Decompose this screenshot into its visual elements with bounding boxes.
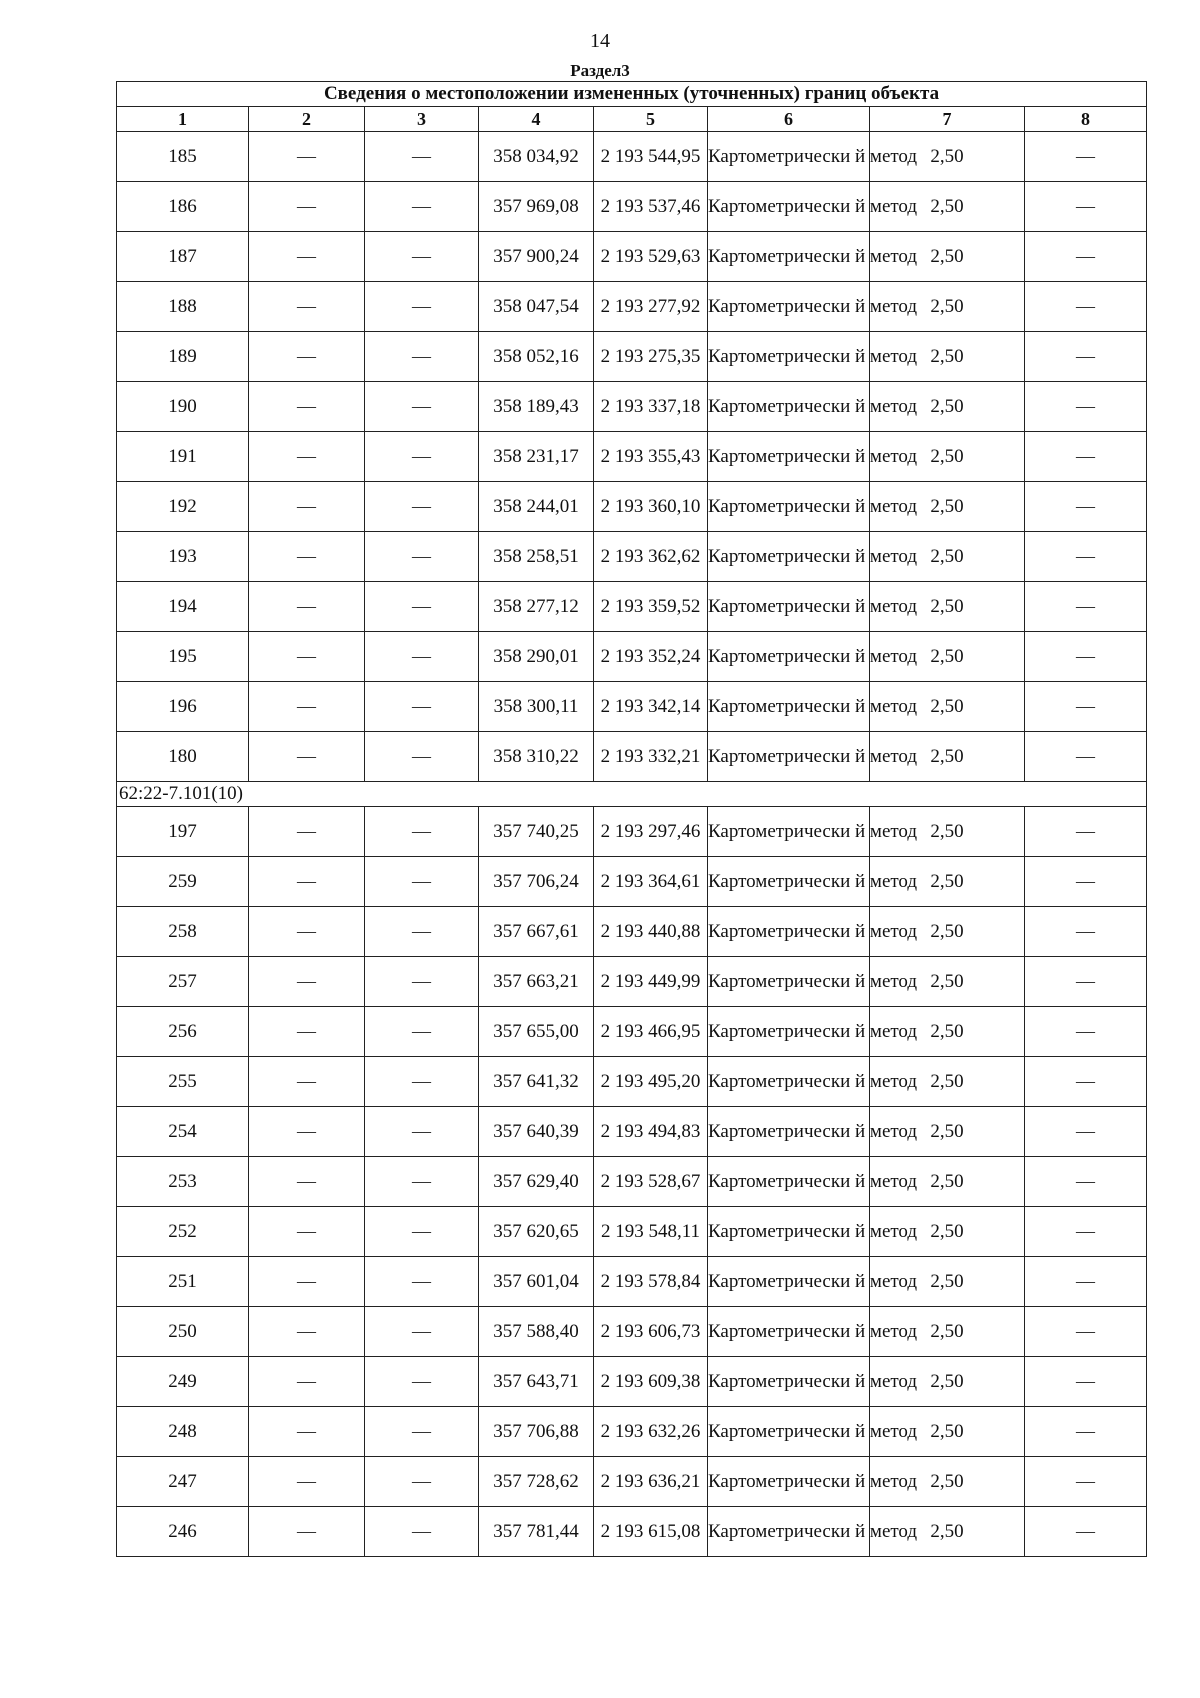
column-8-cell: — — [1025, 807, 1147, 857]
y-coordinate-cell: 2 193 529,63 — [594, 232, 708, 282]
point-number-cell: 253 — [117, 1157, 249, 1207]
accuracy-cell: 2,50 — [870, 382, 1025, 432]
accuracy-cell: 2,50 — [870, 1407, 1025, 1457]
column-8-cell: — — [1025, 682, 1147, 732]
page-number: 14 — [590, 30, 610, 52]
y-coordinate-cell: 2 193 362,62 — [594, 532, 708, 582]
y-coordinate-cell: 2 193 332,21 — [594, 732, 708, 782]
column-number-6: 6 — [708, 107, 870, 132]
x-coordinate-cell: 357 706,24 — [479, 857, 594, 907]
column-number-8: 8 — [1025, 107, 1147, 132]
point-number-cell: 193 — [117, 532, 249, 582]
method-cell: Картометрически й метод — [708, 907, 870, 957]
y-coordinate-cell: 2 193 277,92 — [594, 282, 708, 332]
point-number-cell: 185 — [117, 132, 249, 182]
group-label-row — [117, 782, 1147, 807]
accuracy-cell: 2,50 — [870, 1057, 1025, 1107]
column-8-cell: — — [1025, 532, 1147, 582]
method-cell: Картометрически й метод — [708, 1107, 870, 1157]
table-row — [117, 632, 1147, 682]
column-2-cell: — — [249, 857, 365, 907]
method-cell: Картометрически й метод — [708, 1157, 870, 1207]
column-2-cell: — — [249, 807, 365, 857]
column-3-cell: — — [365, 432, 479, 482]
column-3-cell: — — [365, 1407, 479, 1457]
table-body — [117, 132, 1147, 1557]
method-cell: Картометрически й метод — [708, 132, 870, 182]
column-8-cell: — — [1025, 432, 1147, 482]
column-2-cell: — — [249, 682, 365, 732]
y-coordinate-cell: 2 193 578,84 — [594, 1257, 708, 1307]
column-number-4: 4 — [479, 107, 594, 132]
table-row — [117, 807, 1147, 857]
column-number-5: 5 — [594, 107, 708, 132]
column-8-cell: — — [1025, 1157, 1147, 1207]
point-number-cell: 258 — [117, 907, 249, 957]
column-3-cell: — — [365, 132, 479, 182]
accuracy-cell: 2,50 — [870, 482, 1025, 532]
column-8-cell: — — [1025, 957, 1147, 1007]
accuracy-cell: 2,50 — [870, 532, 1025, 582]
column-number-3: 3 — [365, 107, 479, 132]
column-8-cell: — — [1025, 332, 1147, 382]
accuracy-cell: 2,50 — [870, 857, 1025, 907]
accuracy-cell: 2,50 — [870, 582, 1025, 632]
accuracy-cell: 2,50 — [870, 907, 1025, 957]
x-coordinate-cell: 357 740,25 — [479, 807, 594, 857]
y-coordinate-cell: 2 193 359,52 — [594, 582, 708, 632]
column-2-cell: — — [249, 332, 365, 382]
y-coordinate-cell: 2 193 537,46 — [594, 182, 708, 232]
column-number-row — [117, 107, 1147, 132]
y-coordinate-cell: 2 193 494,83 — [594, 1107, 708, 1157]
table-row — [117, 1457, 1147, 1507]
method-cell: Картометрически й метод — [708, 1057, 870, 1107]
method-cell: Картометрически й метод — [708, 632, 870, 682]
accuracy-cell: 2,50 — [870, 807, 1025, 857]
y-coordinate-cell: 2 193 275,35 — [594, 332, 708, 382]
x-coordinate-cell: 357 640,39 — [479, 1107, 594, 1157]
column-3-cell: — — [365, 1507, 479, 1557]
column-number-7: 7 — [870, 107, 1025, 132]
column-8-cell: — — [1025, 1407, 1147, 1457]
column-3-cell: — — [365, 682, 479, 732]
column-3-cell: — — [365, 732, 479, 782]
y-coordinate-cell: 2 193 609,38 — [594, 1357, 708, 1407]
column-number-2: 2 — [249, 107, 365, 132]
column-3-cell: — — [365, 532, 479, 582]
point-number-cell: 195 — [117, 632, 249, 682]
column-3-cell: — — [365, 632, 479, 682]
y-coordinate-cell: 2 193 606,73 — [594, 1307, 708, 1357]
column-2-cell: — — [249, 582, 365, 632]
accuracy-cell: 2,50 — [870, 232, 1025, 282]
y-coordinate-cell: 2 193 297,46 — [594, 807, 708, 857]
column-2-cell: — — [249, 1007, 365, 1057]
table-row — [117, 1157, 1147, 1207]
table-row — [117, 332, 1147, 382]
accuracy-cell: 2,50 — [870, 1107, 1025, 1157]
column-8-cell: — — [1025, 857, 1147, 907]
y-coordinate-cell: 2 193 342,14 — [594, 682, 708, 732]
accuracy-cell: 2,50 — [870, 432, 1025, 482]
table-row — [117, 1507, 1147, 1557]
point-number-cell: 194 — [117, 582, 249, 632]
accuracy-cell: 2,50 — [870, 1507, 1025, 1557]
x-coordinate-cell: 357 706,88 — [479, 1407, 594, 1457]
column-8-cell: — — [1025, 907, 1147, 957]
y-coordinate-cell: 2 193 352,24 — [594, 632, 708, 682]
x-coordinate-cell: 358 310,22 — [479, 732, 594, 782]
accuracy-cell: 2,50 — [870, 1257, 1025, 1307]
column-8-cell: — — [1025, 632, 1147, 682]
table-row — [117, 1007, 1147, 1057]
x-coordinate-cell: 358 052,16 — [479, 332, 594, 382]
point-number-cell: 252 — [117, 1207, 249, 1257]
y-coordinate-cell: 2 193 548,11 — [594, 1207, 708, 1257]
y-coordinate-cell: 2 193 495,20 — [594, 1057, 708, 1107]
column-2-cell: — — [249, 432, 365, 482]
table-row — [117, 1257, 1147, 1307]
column-3-cell: — — [365, 807, 479, 857]
x-coordinate-cell: 358 189,43 — [479, 382, 594, 432]
method-cell: Картометрически й метод — [708, 1307, 870, 1357]
column-2-cell: — — [249, 1307, 365, 1357]
y-coordinate-cell: 2 193 355,43 — [594, 432, 708, 482]
point-number-cell: 191 — [117, 432, 249, 482]
column-2-cell: — — [249, 957, 365, 1007]
point-number-cell: 189 — [117, 332, 249, 382]
column-3-cell: — — [365, 907, 479, 957]
point-number-cell: 255 — [117, 1057, 249, 1107]
column-2-cell: — — [249, 532, 365, 582]
table-row — [117, 1357, 1147, 1407]
method-cell: Картометрически й метод — [708, 807, 870, 857]
x-coordinate-cell: 358 290,01 — [479, 632, 594, 682]
column-8-cell: — — [1025, 1357, 1147, 1407]
point-number-cell: 249 — [117, 1357, 249, 1407]
accuracy-cell: 2,50 — [870, 632, 1025, 682]
x-coordinate-cell: 358 244,01 — [479, 482, 594, 532]
accuracy-cell: 2,50 — [870, 182, 1025, 232]
table-row — [117, 1057, 1147, 1107]
column-3-cell: — — [365, 1257, 479, 1307]
column-8-cell: — — [1025, 1207, 1147, 1257]
table-row — [117, 732, 1147, 782]
table-row — [117, 582, 1147, 632]
method-cell: Картометрически й метод — [708, 332, 870, 382]
x-coordinate-cell: 357 728,62 — [479, 1457, 594, 1507]
column-3-cell: — — [365, 857, 479, 907]
table-row — [117, 857, 1147, 907]
table-row — [117, 682, 1147, 732]
x-coordinate-cell: 357 643,71 — [479, 1357, 594, 1407]
column-8-cell: — — [1025, 1007, 1147, 1057]
column-8-cell: — — [1025, 182, 1147, 232]
y-coordinate-cell: 2 193 337,18 — [594, 382, 708, 432]
y-coordinate-cell: 2 193 615,08 — [594, 1507, 708, 1557]
accuracy-cell: 2,50 — [870, 1357, 1025, 1407]
table-row — [117, 382, 1147, 432]
boundary-coordinates-table — [116, 81, 1147, 1557]
y-coordinate-cell: 2 193 636,21 — [594, 1457, 708, 1507]
y-coordinate-cell: 2 193 449,99 — [594, 957, 708, 1007]
method-cell: Картометрически й метод — [708, 282, 870, 332]
method-cell: Картометрически й метод — [708, 682, 870, 732]
point-number-cell: 259 — [117, 857, 249, 907]
point-number-cell: 251 — [117, 1257, 249, 1307]
x-coordinate-cell: 357 641,32 — [479, 1057, 594, 1107]
accuracy-cell: 2,50 — [870, 1007, 1025, 1057]
column-8-cell: — — [1025, 1307, 1147, 1357]
point-number-cell: 248 — [117, 1407, 249, 1457]
column-3-cell: — — [365, 1357, 479, 1407]
column-3-cell: — — [365, 1157, 479, 1207]
column-3-cell: — — [365, 182, 479, 232]
x-coordinate-cell: 357 667,61 — [479, 907, 594, 957]
table-row — [117, 1407, 1147, 1457]
column-3-cell: — — [365, 1307, 479, 1357]
column-3-cell: — — [365, 482, 479, 532]
column-2-cell: — — [249, 1507, 365, 1557]
column-3-cell: — — [365, 1457, 479, 1507]
x-coordinate-cell: 357 629,40 — [479, 1157, 594, 1207]
column-8-cell: — — [1025, 482, 1147, 532]
table-row — [117, 1207, 1147, 1257]
method-cell: Картометрически й метод — [708, 232, 870, 282]
column-2-cell: — — [249, 382, 365, 432]
point-number-cell: 192 — [117, 482, 249, 532]
column-2-cell: — — [249, 632, 365, 682]
column-3-cell: — — [365, 332, 479, 382]
x-coordinate-cell: 357 620,65 — [479, 1207, 594, 1257]
column-3-cell: — — [365, 1007, 479, 1057]
method-cell: Картометрически й метод — [708, 432, 870, 482]
point-number-cell: 254 — [117, 1107, 249, 1157]
column-2-cell: — — [249, 1407, 365, 1457]
table-row — [117, 432, 1147, 482]
accuracy-cell: 2,50 — [870, 332, 1025, 382]
column-2-cell: — — [249, 182, 365, 232]
section-title: Раздел3 — [570, 61, 630, 80]
method-cell: Картометрически й метод — [708, 1507, 870, 1557]
method-cell: Картометрически й метод — [708, 582, 870, 632]
accuracy-cell: 2,50 — [870, 1157, 1025, 1207]
column-8-cell: — — [1025, 582, 1147, 632]
point-number-cell: 196 — [117, 682, 249, 732]
y-coordinate-cell: 2 193 466,95 — [594, 1007, 708, 1057]
point-number-cell: 186 — [117, 182, 249, 232]
column-8-cell: — — [1025, 1257, 1147, 1307]
x-coordinate-cell: 358 034,92 — [479, 132, 594, 182]
method-cell: Картометрически й метод — [708, 532, 870, 582]
table-row — [117, 482, 1147, 532]
x-coordinate-cell: 358 047,54 — [479, 282, 594, 332]
column-8-cell: — — [1025, 1057, 1147, 1107]
table-row — [117, 532, 1147, 582]
column-8-cell: — — [1025, 382, 1147, 432]
column-2-cell: — — [249, 1057, 365, 1107]
x-coordinate-cell: 357 655,00 — [479, 1007, 594, 1057]
column-3-cell: — — [365, 582, 479, 632]
x-coordinate-cell: 358 277,12 — [479, 582, 594, 632]
column-8-cell: — — [1025, 1457, 1147, 1507]
y-coordinate-cell: 2 193 440,88 — [594, 907, 708, 957]
column-8-cell: — — [1025, 282, 1147, 332]
column-number-1: 1 — [117, 107, 249, 132]
point-number-cell: 256 — [117, 1007, 249, 1057]
method-cell: Картометрически й метод — [708, 732, 870, 782]
table-row — [117, 132, 1147, 182]
point-number-cell: 187 — [117, 232, 249, 282]
x-coordinate-cell: 357 781,44 — [479, 1507, 594, 1557]
accuracy-cell: 2,50 — [870, 132, 1025, 182]
x-coordinate-cell: 358 300,11 — [479, 682, 594, 732]
method-cell: Картометрически й метод — [708, 957, 870, 1007]
method-cell: Картометрически й метод — [708, 1207, 870, 1257]
column-2-cell: — — [249, 1157, 365, 1207]
y-coordinate-cell: 2 193 632,26 — [594, 1407, 708, 1457]
method-cell: Картометрически й метод — [708, 182, 870, 232]
column-8-cell: — — [1025, 1107, 1147, 1157]
method-cell: Картометрически й метод — [708, 1407, 870, 1457]
column-2-cell: — — [249, 907, 365, 957]
x-coordinate-cell: 357 900,24 — [479, 232, 594, 282]
table-row — [117, 232, 1147, 282]
x-coordinate-cell: 358 258,51 — [479, 532, 594, 582]
y-coordinate-cell: 2 193 528,67 — [594, 1157, 708, 1207]
accuracy-cell: 2,50 — [870, 1207, 1025, 1257]
x-coordinate-cell: 358 231,17 — [479, 432, 594, 482]
accuracy-cell: 2,50 — [870, 682, 1025, 732]
column-2-cell: — — [249, 232, 365, 282]
column-3-cell: — — [365, 1207, 479, 1257]
column-2-cell: — — [249, 1457, 365, 1507]
x-coordinate-cell: 357 588,40 — [479, 1307, 594, 1357]
y-coordinate-cell: 2 193 364,61 — [594, 857, 708, 907]
method-cell: Картометрически й метод — [708, 482, 870, 532]
method-cell: Картометрически й метод — [708, 1007, 870, 1057]
method-cell: Картометрически й метод — [708, 857, 870, 907]
table-row — [117, 957, 1147, 1007]
y-coordinate-cell: 2 193 544,95 — [594, 132, 708, 182]
column-2-cell: — — [249, 732, 365, 782]
column-8-cell: — — [1025, 232, 1147, 282]
x-coordinate-cell: 357 969,08 — [479, 182, 594, 232]
table-row — [117, 1307, 1147, 1357]
column-8-cell: — — [1025, 132, 1147, 182]
column-3-cell: — — [365, 1057, 479, 1107]
column-3-cell: — — [365, 382, 479, 432]
table-row — [117, 907, 1147, 957]
table-row — [117, 282, 1147, 332]
point-number-cell: 247 — [117, 1457, 249, 1507]
column-2-cell: — — [249, 1257, 365, 1307]
accuracy-cell: 2,50 — [870, 1307, 1025, 1357]
accuracy-cell: 2,50 — [870, 282, 1025, 332]
column-3-cell: — — [365, 282, 479, 332]
column-3-cell: — — [365, 957, 479, 1007]
column-8-cell: — — [1025, 1507, 1147, 1557]
method-cell: Картометрически й метод — [708, 1257, 870, 1307]
point-number-cell: 246 — [117, 1507, 249, 1557]
column-3-cell: — — [365, 232, 479, 282]
point-number-cell: 257 — [117, 957, 249, 1007]
table-row — [117, 182, 1147, 232]
point-number-cell: 250 — [117, 1307, 249, 1357]
x-coordinate-cell: 357 601,04 — [479, 1257, 594, 1307]
method-cell: Картометрически й метод — [708, 382, 870, 432]
column-2-cell: — — [249, 1107, 365, 1157]
column-8-cell: — — [1025, 732, 1147, 782]
point-number-cell: 180 — [117, 732, 249, 782]
column-3-cell: — — [365, 1107, 479, 1157]
column-2-cell: — — [249, 1207, 365, 1257]
point-number-cell: 197 — [117, 807, 249, 857]
accuracy-cell: 2,50 — [870, 957, 1025, 1007]
table-row — [117, 1107, 1147, 1157]
point-number-cell: 190 — [117, 382, 249, 432]
group-label: 62:22-7.101(10) — [117, 782, 1147, 807]
table-caption: Сведения о местоположении измененных (уточненных) границ объекта — [117, 82, 1147, 107]
column-2-cell: — — [249, 1357, 365, 1407]
accuracy-cell: 2,50 — [870, 732, 1025, 782]
column-2-cell: — — [249, 482, 365, 532]
column-2-cell: — — [249, 282, 365, 332]
accuracy-cell: 2,50 — [870, 1457, 1025, 1507]
method-cell: Картометрически й метод — [708, 1357, 870, 1407]
column-2-cell: — — [249, 132, 365, 182]
x-coordinate-cell: 357 663,21 — [479, 957, 594, 1007]
method-cell: Картометрически й метод — [708, 1457, 870, 1507]
point-number-cell: 188 — [117, 282, 249, 332]
y-coordinate-cell: 2 193 360,10 — [594, 482, 708, 532]
